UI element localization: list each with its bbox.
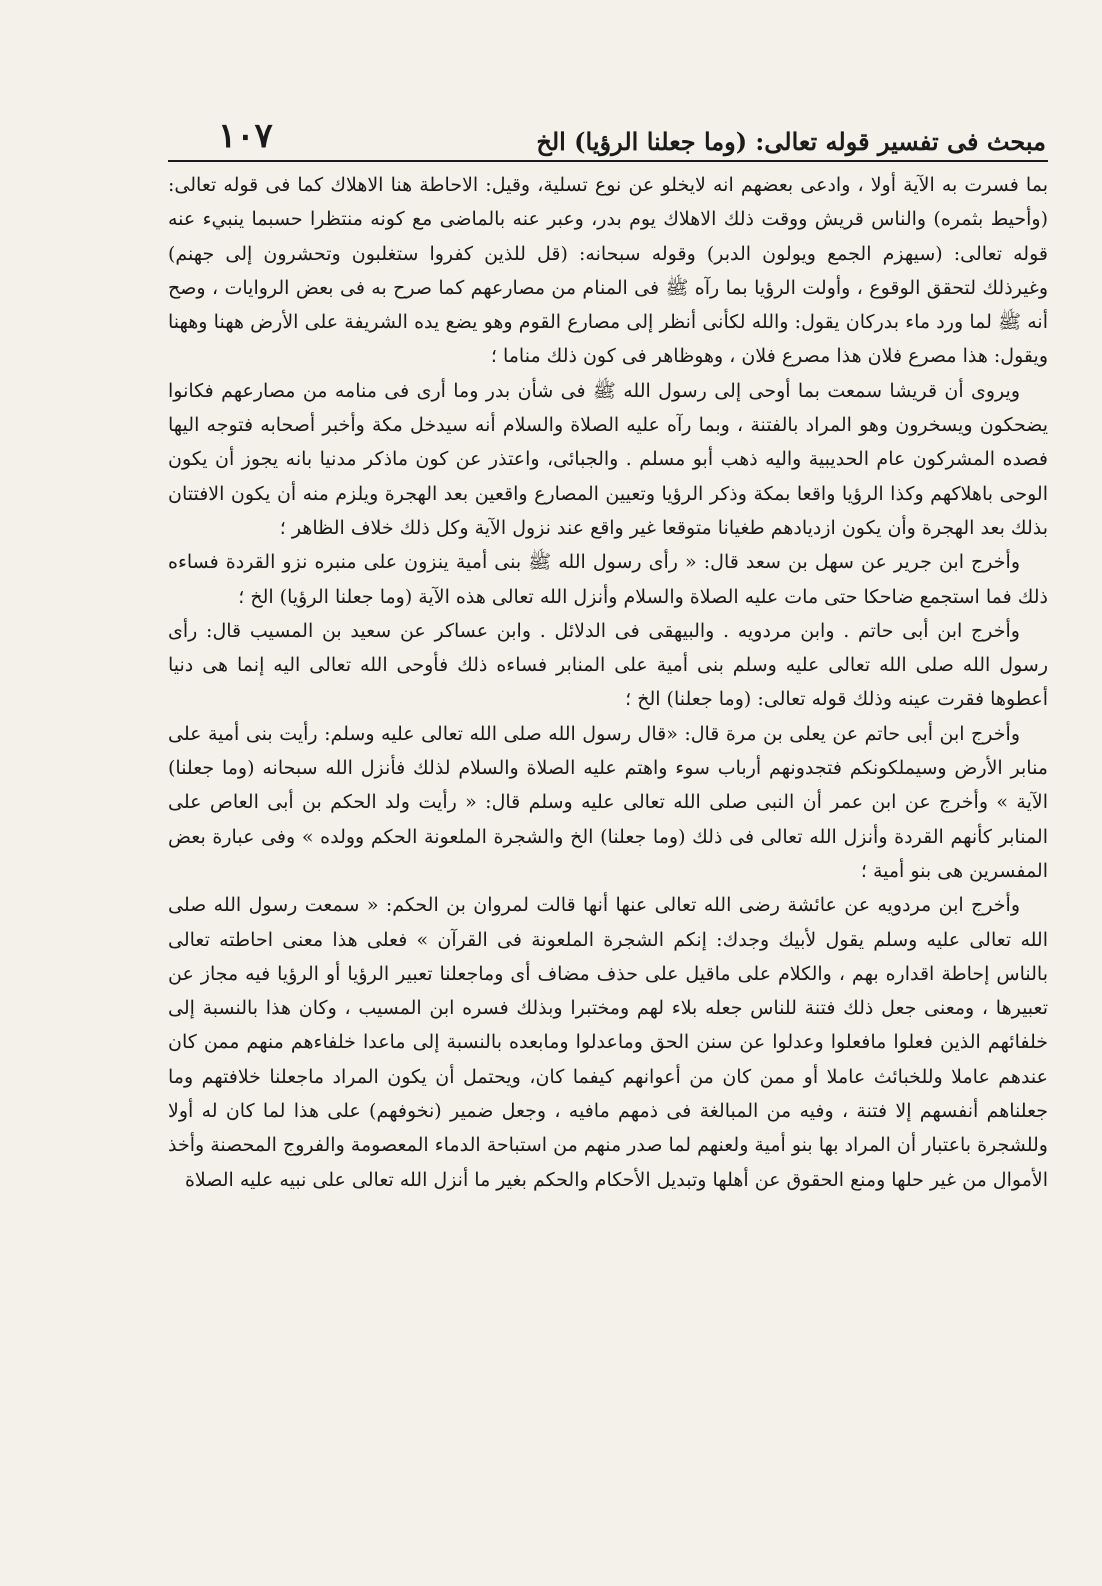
- paragraph-6: وأخرج ابن مردويه عن عائشة رضى الله تعالى عنها أنها قالت لمروان بن الحكم: « سمعت رسول الله صلى الله تعالى عليه وسلم يقول لأبيك وجدك: إنكم الشجرة الملعونة فى القرآن » فعلى هذا معنى احاطته تعالى بالناس إحاطة اقداره بهم ، والكلام على ماقيل على حذف مضاف أى وماجعلنا تعبير الرؤيا أو الرؤيا فيه مجاز عن تعبيرها ، ومعنى جعل ذلك فتنة للناس جعله بلاء لهم ومختبرا وبذلك فسره ابن المسيب ، وكان هذا بالنسبة إلى خلفائهم الذين فعلوا مافعلوا وعدلوا عن سنن الحق وماعدلوا ومابعده بالنسبة إلى ماعدا خلفاءهم منهم ممن كان عندهم عاملا وللخبائث عاملا أو ممن كان من أعوانهم كيفما كان، ويحتمل أن يكون المراد ماجعلنا خلافتهم وما جعلناهم أنفسهم إلا فتنة ، وفيه من المبالغة فى ذمهم مافيه ، وجعل ضمير (نخوفهم) على هذا لما كان له أولا وللشجرة باعتبار أن المراد بها بنو أمية ولعنهم لما صدر منهم من استباحة الدماء المعصومة والفروج المحصنة وأخذ الأموال من غير حلها ومنع الحقوق عن أهلها وتبديل الأحكام والحكم بغير ما أنزل الله تعالى على نبيه عليه الصلاة: [168, 894, 1048, 1191]
- book-page: [168, 112, 1048, 1552]
- paragraph-5: وأخرج ابن أبى حاتم عن يعلى بن مرة قال: «قال رسول الله صلى الله تعالى عليه وسلم: رأيت بنى أمية على منابر الأرض وسيملكونكم فتجدونهم أرباب سوء واهتم عليه الصلاة والسلام لذلك فأنزل الله سبحانه (وما جعلنا) الآية » وأخرج عن ابن عمر أن النبى صلى الله تعالى عليه وسلم قال: « رأيت ولد الحكم بن أبى العاص على المنابر كأنهم القردة وأنزل الله تعالى فى ذلك (وما جعلنا) الخ والشجرة الملعونة الحكم وولده » وفى عبارة بعض المفسرين هى بنو أمية ؛: [168, 722, 1048, 882]
- page-body: [168, 168, 1048, 1197]
- paragraph-4: وأخرج ابن أبى حاتم . وابن مردويه . والبيهقى فى الدلائل . وابن عساكر عن سعيد بن المسيب قال: رأى رسول الله صلى الله تعالى عليه وسلم بنى أمية على المنابر فساءه ذلك فأوحى الله تعالى اليه إنما هى دنيا أعطوها فقرت عينه وذلك قوله تعالى: (وما جعلنا) الخ ؛: [168, 619, 1048, 711]
- paragraph-1: بما فسرت به الآية أولا ، وادعى بعضهم انه لايخلو عن نوع تسلية، وقيل: الاحاطة هنا الاهلاك كما فى قوله تعالى: (وأحيط بثمره) والناس قريش ووقت ذلك الاهلاك يوم بدر، وعبر عنه بالماضى مع كونه منتظرا حسبما ينبيء عنه قوله تعالى: (سيهزم الجمع ويولون الدبر) وقوله سبحانه: (قل للذين كفروا ستغلبون وتحشرون إلى جهنم) وغيرذلك لتحقق الوقوع ، وأولت الرؤيا بما رآه ﷺ فى المنام من مصارعهم كما صرح به فى بعض الروايات ، وصح أنه ﷺ لما ورد ماء بدركان يقول: والله لكأنى أنظر إلى مصارع القوم وهو يضع يده الشريفة على الأرض ههنا وههنا ويقول: هذا مصرع فلان هذا مصرع فلان ، وهوظاهر فى كون ذلك مناما ؛: [168, 174, 1048, 368]
- paragraph-3: وأخرج ابن جرير عن سهل بن سعد قال: « رأى رسول الله ﷺ بنى أمية ينزون على منبره نزو القردة فساءه ذلك فما استجمع ضاحكا حتى مات عليه الصلاة والسلام وأنزل الله تعالى هذه الآية (وما جعلنا الرؤيا) الخ ؛: [168, 551, 1048, 608]
- page-header: [168, 112, 1048, 162]
- page-number: ١٠٧: [218, 116, 273, 156]
- running-title: مبحث فى تفسير قوله تعالى: (وما جعلنا الرؤيا) الخ: [536, 127, 1046, 156]
- paragraph-2: ويروى أن قريشا سمعت بما أوحى إلى رسول الله ﷺ فى شأن بدر وما أرى فى منامه من مصارعهم فكانوا يضحكون ويسخرون وهو المراد بالفتنة ، وبما رآه عليه الصلاة والسلام أنه سيدخل مكة وأخبر أصحابه فتوجه اليها فصده المشركون عام الحديبية واليه ذهب أبو مسلم . والجبائى، واعتذر عن كون ماذكر مدنيا بانه يجوز أن يكون الوحى باهلاكهم وكذا الرؤيا واقعا بمكة وذكر الرؤيا وتعيين المصارع واقعين بعد الهجرة ويلزم منه أن يكون الافتتان بذلك بعد الهجرة وأن يكون ازديادهم طغيانا متوقعا غير واقع عند نزول الآية وكل ذلك خلاف الظاهر ؛: [168, 379, 1048, 539]
